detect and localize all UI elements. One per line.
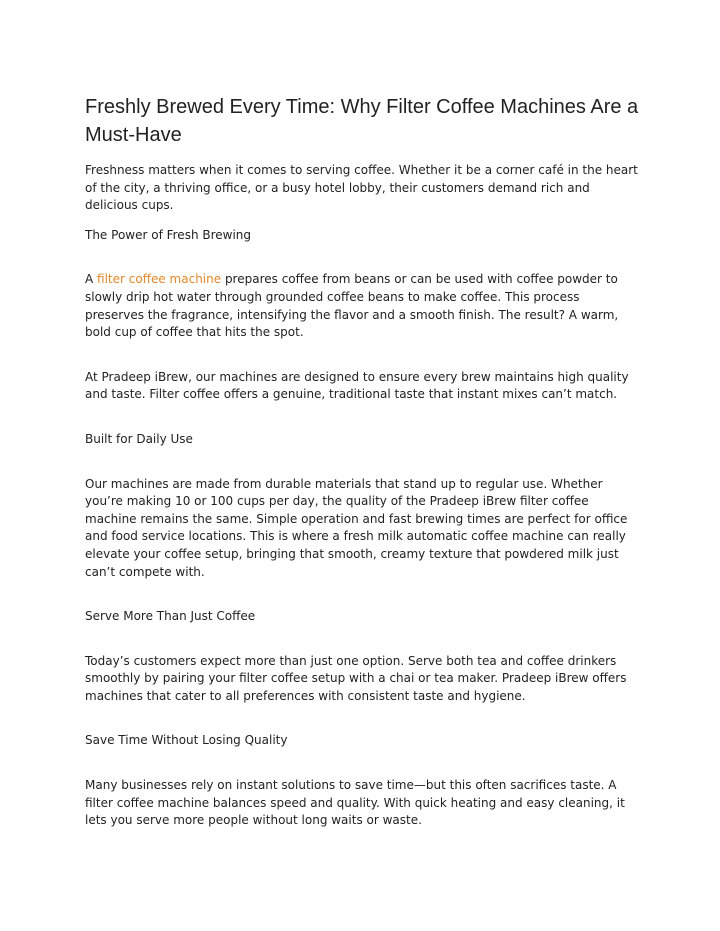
section-heading-save-time: Save Time Without Losing Quality [85,733,288,748]
fresh-brewing-paragraph-1 [85,271,641,341]
document-page [85,93,641,830]
section-heading-fresh-brewing: The Power of Fresh Brewing [85,227,252,242]
paragraph-rest: prepares coffee from beans or can be used with coffee powder to slowly drip hot water through grounded coffee beans to make coffee. This process preserves the fragrance, intensifying the flavor and a smooth finish. The result? A warm, bold cup of coffee that hits the spot. [85,272,619,340]
filter-coffee-machine-link[interactable]: filter coffee machine [97,272,222,287]
fresh-brewing-paragraph-2: At Pradeep iBrew, our machines are designed to ensure every brew maintains high quality and taste. Filter coffee offers a genuine, traditional taste that instant mixes can’t match. [85,369,629,402]
daily-use-paragraph: Our machines are made from durable materials that stand up to regular use. Whether you’re making 10 or 100 cups per day, the quality of the Pradeep iBrew filter coffee machine remains the same. Simple operation and fast brewing times are perfect for office and food service locations. This is where a fresh milk automatic coffee machine can really elevate your coffee setup, bringing that smooth, creamy texture that powdered milk just can’t compete with. [85,476,628,579]
section-heading-daily-use: Built for Daily Use [85,431,193,446]
serve-more-paragraph: Today’s customers expect more than just one option. Serve both tea and coffee drinkers smoothly by pairing your filter coffee setup with a chai or tea maker. Pradeep iBrew offers machines that cater to all preferences with consistent taste and hygiene. [85,653,627,703]
section-heading-serve-more: Serve More Than Just Coffee [85,609,256,624]
page-title: Freshly Brewed Every Time: Why Filter Coffee Machines Are a Must-Have [85,96,639,146]
save-time-paragraph: Many businesses rely on instant solutions to save time—but this often sacrifices taste. A filter coffee machine balances speed and quality. With quick heating and easy cleaning, it lets you serve more people without long waits or waste. [85,778,625,828]
intro-paragraph: Freshness matters when it comes to serving coffee. Whether it be a corner café in the heart of the city, a thriving office, or a busy hotel lobby, their customers demand rich and delicious cups. [85,163,638,213]
paragraph-prefix: A [85,272,98,287]
